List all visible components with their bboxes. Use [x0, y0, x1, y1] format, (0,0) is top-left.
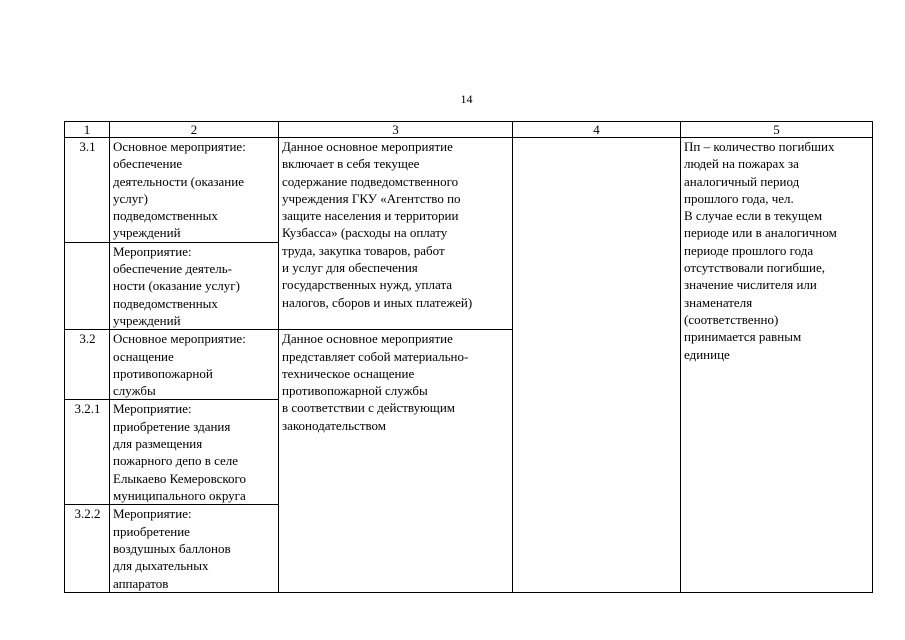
header-row [65, 122, 873, 138]
activity-description: Данное основное мероприятие представляет собой материально- техническое оснащение противопожарной службы в соответствии с действующим законодательством [279, 330, 513, 593]
row-number: 3.2 [65, 330, 110, 400]
column-header-2: 2 [110, 122, 279, 138]
column-header-3: 3 [279, 122, 513, 138]
column-header-5: 5 [681, 122, 873, 138]
row-number [65, 242, 110, 329]
column-header-4: 4 [513, 122, 681, 138]
page-number: 14 [460, 92, 473, 106]
program-table [64, 121, 873, 593]
row-number: 3.2.1 [65, 400, 110, 505]
row-number: 3.1 [65, 138, 110, 243]
activity-name: Основное мероприятие: обеспечение деятельности (оказание услуг) подведомственных учреждений [110, 138, 279, 243]
indicator-formula-note: Пп – количество погибших людей на пожарах за аналогичный период прошлого года, чел. В случае если в текущем периоде или в аналогичном периоде прошлого года отсутствовали погибшие, значение числителя или знаменателя (соответственно) принимается равным единице [681, 138, 873, 593]
activity-name: Мероприятие: обеспечение деятель- ности (оказание услуг) подведомственных учреждений [110, 242, 279, 329]
column-header-1: 1 [65, 122, 110, 138]
table-row [65, 138, 873, 243]
activity-name: Основное мероприятие: оснащение противопожарной службы [110, 330, 279, 400]
row-number: 3.2.2 [65, 505, 110, 592]
activity-description: Данное основное мероприятие включает в себя текущее содержание подведомственного учреждения ГКУ «Агентство по защите населения и территории Кузбасса» (расходы на оплату труда, закупка товаров, работ и услуг для обеспечения государственных нужд, уплата налогов, сборов и иных платежей) [279, 138, 513, 330]
activity-name: Мероприятие: приобретение здания для размещения пожарного депо в селе Елыкаево Кемеровского муниципального округа [110, 400, 279, 505]
indicator-cell [513, 138, 681, 593]
activity-name: Мероприятие: приобретение воздушных баллонов для дыхательных аппаратов [110, 505, 279, 592]
